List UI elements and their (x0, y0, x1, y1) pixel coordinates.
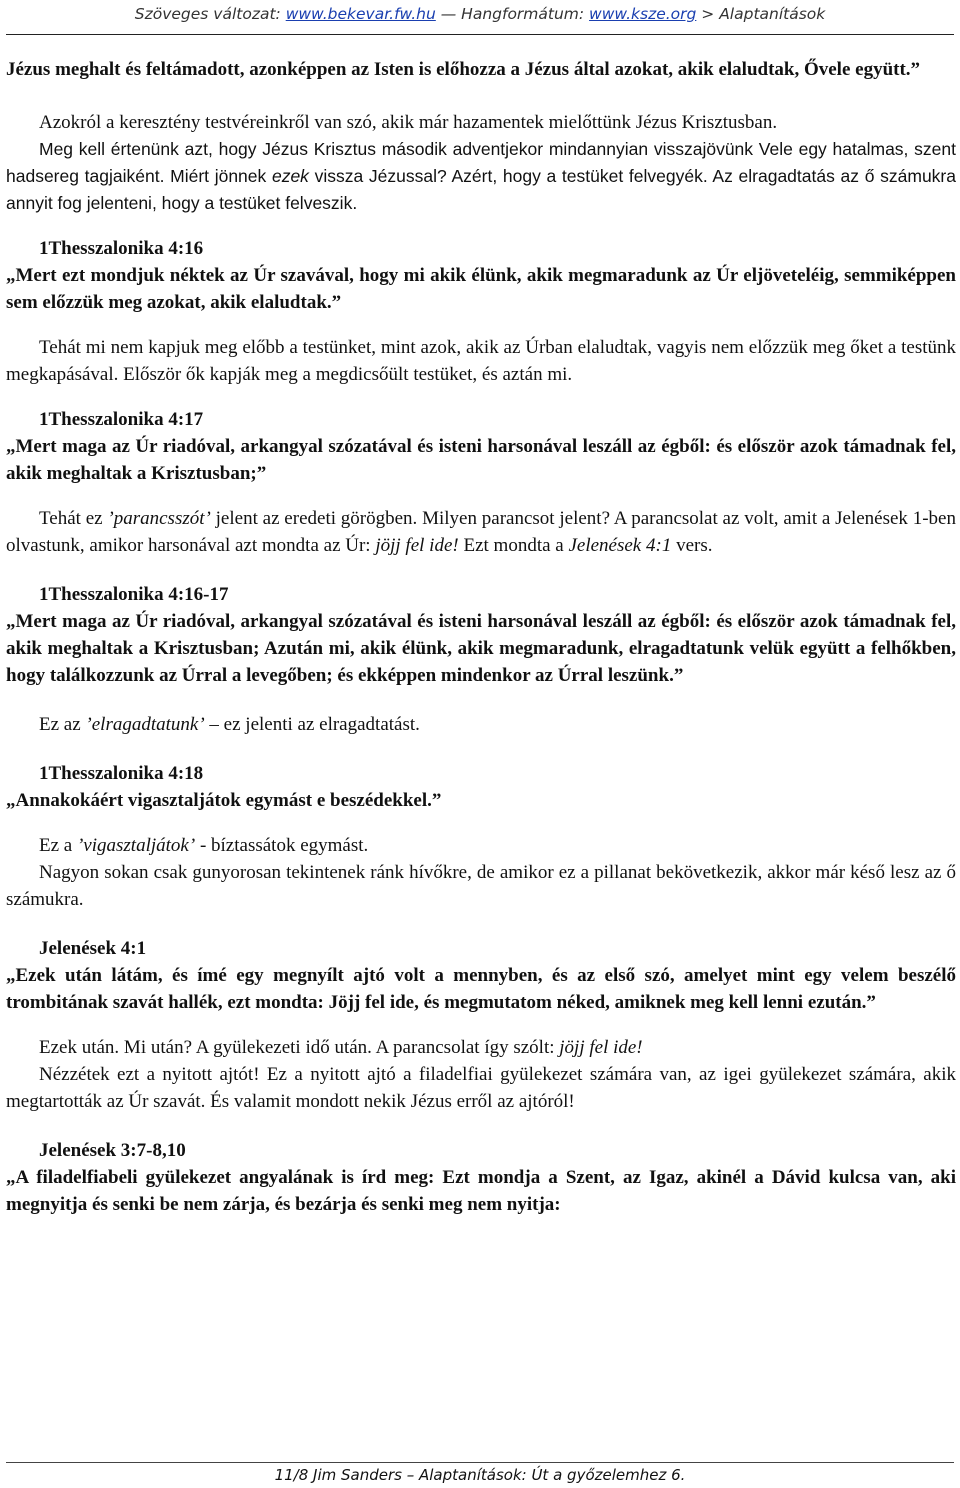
scripture-reference: 1Thesszalonika 4:16 (39, 238, 204, 259)
paragraph: Nézzétek ezt a nyitott ajtót! Ez a nyitott ajtó a filadelfiai gyülekezet számára van, az igei gyülekezet számára, akik megtartották az Úr szavát. És valamit mondott nekik Jézus erről az ajtóról! (6, 1064, 956, 1112)
page-header (0, 0, 960, 30)
scripture-quote: „Ezek után látám, és ímé egy megnyílt ajtó volt a mennyben, és az első szó, amelyet mint egy velem beszélő trombitának szavát hallék, ezt mondta: Jöjj fel ide, és megmutatom néked, amiknek meg kell lenni ezután.” (6, 965, 956, 1013)
scripture-reference: Jelenések 3:7-8,10 (39, 1140, 186, 1161)
paragraph: Ezek után. Mi után? A gyülekezeti idő után. A parancsolat így szólt: jöjj fel ide! (39, 1037, 643, 1058)
paragraph: Nagyon sokan csak gunyorosan tekintenek ránk hívőkre, de amikor ez a pillanat bekövetkezik, akkor már késő lesz az ő számukra. (6, 862, 956, 910)
header-divider (6, 34, 954, 35)
paragraph: Tehát mi nem kapjuk meg előbb a testünket, mint azok, akik az Úrban elaludtak, vagyis nem előzzük meg őket a testünk megkapásával. Először ők kapják meg a megdicsőült testüket, és aztán mi. (6, 337, 956, 385)
paragraph-sans: Meg kell értenünk azt, hogy Jézus Krisztus második adventjekor mindannyian visszajövünk Vele egy hatalmas, szent hadsereg tagjaiként. Miért jönnek ezek vissza Jézussal? Azért, hogy a testüket felvegyék. Az elragadtatás az ő számukra annyit fog jelenteni, hogy a testüket felveszik. (6, 139, 956, 213)
ksze-link[interactable]: www.ksze.org (589, 5, 697, 23)
scripture-quote: „Mert ezt mondjuk néktek az Úr szavával, hogy mi akik élünk, akik megmaradunk az Úr eljöveteléig, semmiképpen sem előzzük meg azokat, akik elaludtak.” (6, 265, 956, 313)
page-footer: 11/8 Jim Sanders – Alaptanítások: Út a győzelemhez 6. (274, 1466, 686, 1484)
document-body (6, 56, 956, 1218)
paragraph: Ez az ’elragadtatunk’ – ez jelenti az elragadtatást. (39, 714, 420, 735)
header-mid: — Hangformátum: (435, 5, 590, 23)
scripture-quote: „Annakokáért vigasztaljátok egymást e beszédekkel.” (6, 790, 442, 811)
scripture-reference: Jelenések 4:1 (39, 938, 147, 959)
scripture-quote: „Mert maga az Úr riadóval, arkangyal szózatával és isteni harsonával leszáll az égből: és először azok támadnak fel, akik meghaltak a Krisztusban; Azután mi, akik élünk, akik megmaradunk, elragadtatunk velük együtt a felhőkben, hogy találkozzunk az Úrral a levegőben; és ekképpen mindenkor az Úrral leszünk.” (6, 611, 956, 686)
scripture-reference: 1Thesszalonika 4:18 (39, 763, 204, 784)
scripture-reference: 1Thesszalonika 4:17 (39, 409, 204, 430)
paragraph: Ez a ’vigasztaljátok’ - bíztassátok egymást. (39, 835, 369, 856)
paragraph: Azokról a keresztény testvéreinkről van szó, akik már hazamentek mielőttünk Jézus Krisztusban. (39, 112, 778, 133)
footer-divider (6, 1462, 954, 1463)
header-prefix: Szöveges változat: (134, 5, 286, 23)
quote-continuation: Jézus meghalt és feltámadott, azonképpen az Isten is előhozza a Jézus által azokat, akik elaludtak, Ővele együtt.” (6, 59, 921, 80)
scripture-quote: „A filadelfiabeli gyülekezet angyalának is írd meg: Ezt mondja a Szent, az Igaz, akinél a Dávid kulcsa van, aki megnyitja és senki be nem zárja, és bezárja és senki meg nem nyitja: (6, 1167, 956, 1215)
paragraph: Tehát ez ’parancsszót’ jelent az eredeti görögben. Milyen parancsot jelent? A parancsolat az volt, amit a Jelenések 1-ben olvastunk, amikor harsonával azt mondta az Úr: jöjj fel ide! Ezt mondta a Jelenések 4:1 vers. (6, 508, 956, 556)
scripture-quote: „Mert maga az Úr riadóval, arkangyal szózatával és isteni harsonával leszáll az égből: és először azok támadnak fel, akik meghaltak a Krisztusban;” (6, 436, 956, 484)
scripture-reference: 1Thesszalonika 4:16-17 (39, 584, 229, 605)
bekevar-link[interactable]: www.bekevar.fw.hu (285, 5, 436, 23)
header-suffix: > Alaptanítások (696, 5, 826, 23)
